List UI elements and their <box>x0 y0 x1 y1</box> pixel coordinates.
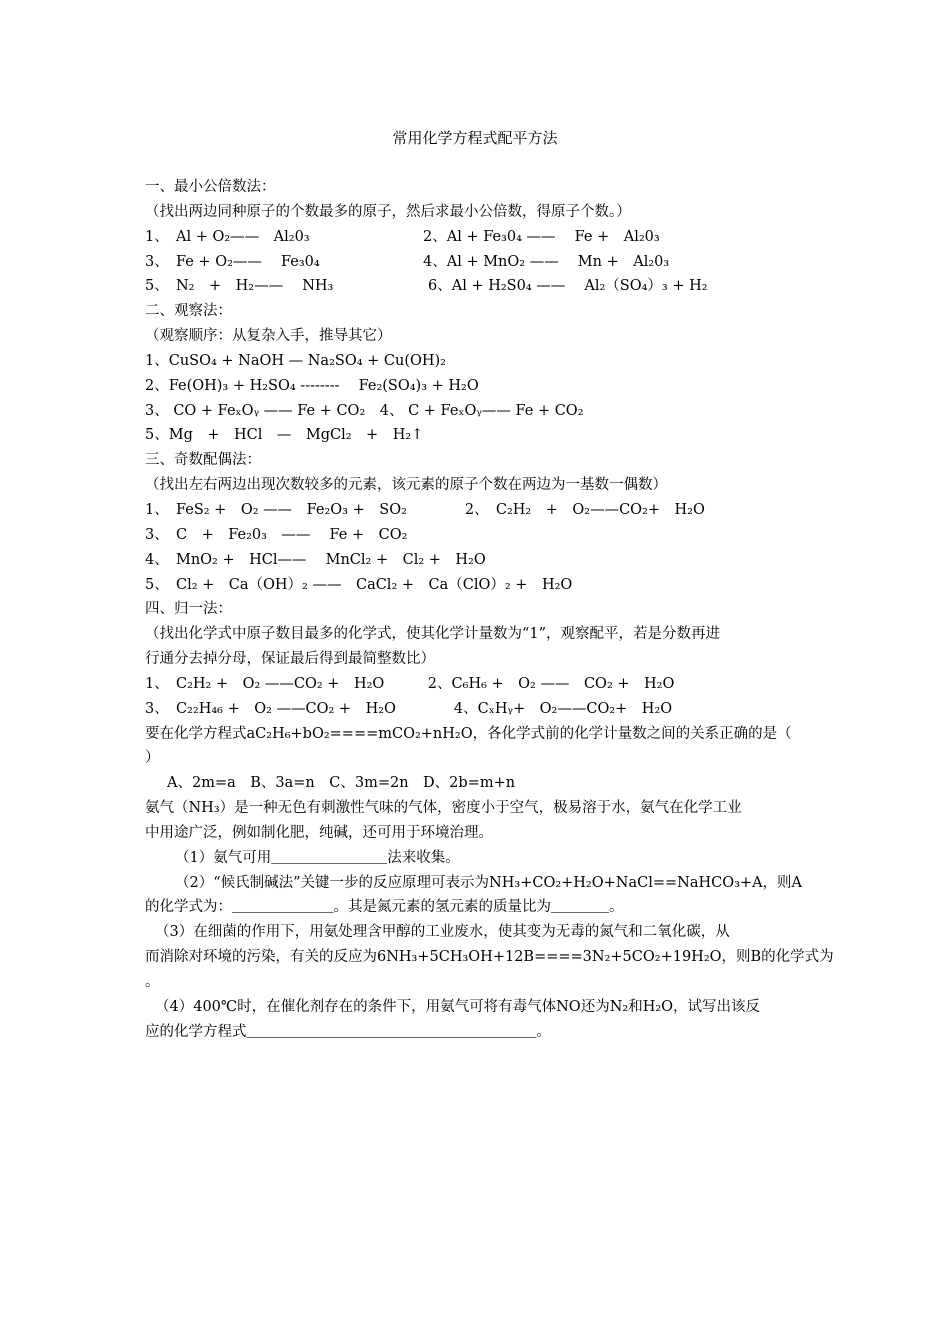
equation: 3、 CO + FeₓOᵧ —— Fe + CO₂ 4、 C + FeₓOᵧ—— Fe + CO₂ <box>145 402 584 419</box>
equation: 1、 FeS₂ + O₂ —— Fe₂O₃ + SO₂ 2、 C₂H₂ + O₂——CO₂+ H₂O <box>145 501 705 518</box>
section-heading-observation: 二、观察法： <box>145 303 232 320</box>
sub-question: （1）氨气可用＿＿＿＿＿＿＿＿法来收集。 <box>175 849 460 866</box>
section-note-observation: （观察顺序：从复杂入手，推导其它） <box>145 328 392 345</box>
sub-question: 。 <box>145 974 160 990</box>
equation: 1、 Al + O₂—— Al₂0₃ <box>145 228 310 245</box>
section-note-lcm: （找出两边同种原子的个数最多的原子，然后求最小公倍数，得原子个数。） <box>145 203 631 220</box>
equation: 5、 Cl₂ + Ca（OH）₂ —— CaCl₂ + Ca（ClO）₂ + H₂O <box>145 576 573 593</box>
equation: 3、 C₂₂H₄₆ + O₂ ——CO₂ + H₂O 4、CₓHᵧ+ O₂——CO₂+ H₂O <box>145 700 673 717</box>
answer-options: A、2m=a B、3a=n C、3m=2n D、2b=m+n <box>167 775 516 792</box>
equation: 3、 Fe + O₂—— Fe₃0₄ <box>145 253 320 270</box>
equation-row <box>145 250 810 275</box>
section-heading-normalize: 四、归一法： <box>145 601 232 618</box>
equation: 1、CuSO₄ + NaOH — Na₂SO₄ + Cu(OH)₂ <box>145 352 446 369</box>
equation: 2、Al + Fe₃0₄ —— Fe + Al₂0₃ <box>423 228 660 245</box>
equation: 2、Fe(OH)₃ + H₂SO₄ -------- Fe₂(SO₄)₃ + H₂O <box>145 377 479 394</box>
section-heading-odd-even: 三、奇数配偶法： <box>145 452 261 469</box>
section-note-normalize: （找出化学式中原子数目最多的化学式，使其化学计量数为“1”，观察配平，若是分数再进 <box>145 626 721 643</box>
sub-question: 的化学式为：＿＿＿＿＿＿＿。其是氮元素的氢元素的质量比为＿＿＿＿。 <box>145 899 624 916</box>
sub-question: （4）400℃时，在催化剂存在的条件下，用氨气可将有毒气体NO还为N₂和H₂O，试写出该反 <box>155 998 761 1015</box>
sub-question: 而消除对环境的污染，有关的反应为6NH₃+5CH₃OH+12B====3N₂+5CO₂+19H₂O，则B的化学式为 <box>145 949 834 966</box>
section-note-odd-even: （找出左右两边出现次数较多的元素，该元素的原子个数在两边为一基数一偶数） <box>145 477 667 494</box>
question-stem-close: ） <box>145 750 160 767</box>
section-heading-lcm: 一、最小公倍数法： <box>145 179 276 195</box>
paragraph: 中用途广泛，例如制化肥，纯碱，还可用于环境治理。 <box>145 824 493 841</box>
question-stem: 要在化学方程式aC₂H₆+bO₂====mCO₂+nH₂O，各化学式前的化学计量数之间的关系正确的是（ <box>145 725 792 742</box>
sub-question: （3）在细菌的作用下，用氨处理含甲醇的工业废水，使其变为无毒的氮气和二氧化碳，从 <box>155 924 730 941</box>
equation: 5、 N₂ + H₂—— NH₃ <box>145 278 334 295</box>
sub-question: （2）“候氏制碱法”关键一步的反应原理可表示为NH₃+CO₂+H₂O+NaCl==NaHCO₃+A，则A <box>175 874 803 891</box>
paragraph: 氨气（NH₃）是一种无色有刺激性气味的气体，密度小于空气，极易溶于水，氨气在化学工业 <box>145 800 742 817</box>
equation: 3、 C + Fe₂0₃ —— Fe + CO₂ <box>145 526 408 543</box>
equation: 1、 C₂H₂ + O₂ ——CO₂ + H₂O 2、C₆H₆ + O₂ —— CO₂ + H₂O <box>145 675 675 692</box>
sub-question: 应的化学方程式＿＿＿＿＿＿＿＿＿＿＿＿＿＿＿＿＿＿＿＿。 <box>145 1023 551 1040</box>
document-body <box>145 175 834 1045</box>
equation-row <box>145 225 810 250</box>
equation: 5、Mg + HCl — MgCl₂ + H₂↑ <box>145 427 424 444</box>
equation: 4、 MnO₂ + HCl—— MnCl₂ + Cl₂ + H₂O <box>145 551 486 568</box>
page-title: 常用化学方程式配平方法 <box>392 129 558 147</box>
section-note-normalize: 行通分去掉分母，保证最后得到最简整数比） <box>145 651 435 668</box>
equation: 4、Al + MnO₂ —— Mn + Al₂0₃ <box>423 253 670 270</box>
equation-row <box>145 274 810 299</box>
equation: 6、Al + H₂S0₄ —— Al₂（SO₄）₃ + H₂ <box>428 278 708 295</box>
